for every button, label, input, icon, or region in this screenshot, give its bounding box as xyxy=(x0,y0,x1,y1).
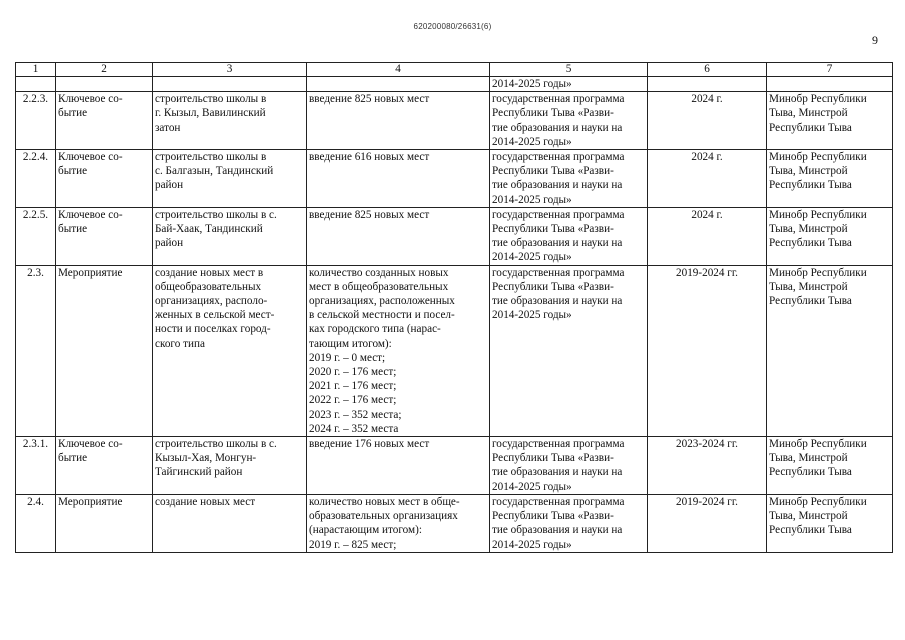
cell-program xyxy=(490,494,648,552)
cell-line: строительство школы в xyxy=(155,93,267,106)
cell-line: 2014-2025 годы» xyxy=(492,135,572,148)
table-body xyxy=(16,63,893,553)
cell-line: район xyxy=(155,237,184,250)
cell-line: ности и поселках город- xyxy=(155,323,271,336)
cell-line: Тыва, Минстрой xyxy=(769,223,848,236)
cell-line: Ключевое со- xyxy=(58,93,123,106)
cell-description xyxy=(153,494,307,552)
cell-line: в сельской местности и посел- xyxy=(309,309,455,322)
cell-line: строительство школы в с. xyxy=(155,208,277,221)
cell-line: Тайгинский район xyxy=(155,466,243,479)
cell-line: г. Кызыл, Вавилинский xyxy=(155,107,266,120)
cell-line: Республики Тыва xyxy=(769,524,852,537)
header-cell: 6 xyxy=(648,63,767,77)
cell-number xyxy=(16,77,56,92)
cell-line: 2014-2025 годы» xyxy=(492,78,572,90)
cell-line: тающим итогом): xyxy=(309,337,392,350)
cell-line: Минобр Республики xyxy=(769,93,867,106)
cell-line: создание новых мест в xyxy=(155,266,264,279)
cell-line: 2023 г. – 352 места; xyxy=(309,408,402,421)
cell-number: 2.3. xyxy=(16,265,56,436)
header-cell: 4 xyxy=(307,63,490,77)
cell-period: 2019-2024 гг. xyxy=(648,265,767,436)
cell-type xyxy=(56,494,153,552)
cell-line: количество созданных новых xyxy=(309,266,449,279)
cell-indicator xyxy=(307,92,490,150)
cell-program xyxy=(490,265,648,436)
cell-type xyxy=(56,77,153,92)
cell-type xyxy=(56,92,153,150)
cell-responsible xyxy=(767,77,893,92)
cell-description xyxy=(153,92,307,150)
header-cell: 1 xyxy=(16,63,56,77)
cell-line: 2014-2025 годы» xyxy=(492,538,572,551)
cell-indicator xyxy=(307,77,490,92)
cell-line: Тыва, Минстрой xyxy=(769,107,848,120)
cell-line: Республики Тыва «Разви- xyxy=(492,510,614,523)
cell-program xyxy=(490,437,648,495)
cell-description xyxy=(153,437,307,495)
cell-description xyxy=(153,207,307,265)
cell-line: 2014-2025 годы» xyxy=(492,309,572,322)
cell-period: 2024 г. xyxy=(648,207,767,265)
cell-responsible xyxy=(767,265,893,436)
cell-type xyxy=(56,150,153,208)
table-row xyxy=(16,494,893,552)
cell-indicator xyxy=(307,150,490,208)
cell-number: 2.2.5. xyxy=(16,207,56,265)
cell-line: создание новых мест xyxy=(155,495,256,508)
cell-line: 2019 г. – 825 мест; xyxy=(309,538,397,551)
cell-line: Тыва, Минстрой xyxy=(769,165,848,178)
cell-line: Тыва, Минстрой xyxy=(769,510,848,523)
cell-line: Минобр Республики xyxy=(769,266,867,279)
cell-line: введение 825 новых мест xyxy=(309,208,430,221)
cell-line: тие образования и науки на xyxy=(492,121,623,134)
cell-line: Республики Тыва «Разви- xyxy=(492,280,614,293)
cell-line: Тыва, Минстрой xyxy=(769,452,848,465)
header-cell: 3 xyxy=(153,63,307,77)
cell-line: 2022 г. – 176 мест; xyxy=(309,394,397,407)
cell-line: тие образования и науки на xyxy=(492,295,623,308)
cell-line: государственная программа xyxy=(492,266,625,279)
cell-period: 2023-2024 гг. xyxy=(648,437,767,495)
cell-description xyxy=(153,150,307,208)
cell-line: образовательных организациях xyxy=(309,510,458,523)
cell-line: Республики Тыва xyxy=(769,179,852,192)
header-row xyxy=(16,63,893,77)
cell-line: количество новых мест в обще- xyxy=(309,495,460,508)
cell-line: государственная программа xyxy=(492,151,625,164)
table-row xyxy=(16,150,893,208)
cell-line: 2014-2025 годы» xyxy=(492,480,572,493)
table-row xyxy=(16,207,893,265)
cell-responsible xyxy=(767,150,893,208)
cell-number: 2.2.3. xyxy=(16,92,56,150)
cell-description xyxy=(153,265,307,436)
cell-period: 2024 г. xyxy=(648,150,767,208)
cell-line: бытие xyxy=(58,165,88,178)
cell-line: ках городского типа (нарас- xyxy=(309,323,441,336)
cell-line: тие образования и науки на xyxy=(492,237,623,250)
cell-line: (нарастающим итогом): xyxy=(309,524,422,537)
cell-line: Республики Тыва xyxy=(769,295,852,308)
cell-type xyxy=(56,207,153,265)
cell-line: Кызыл-Хая, Монгун- xyxy=(155,452,257,465)
cell-responsible xyxy=(767,92,893,150)
cell-line: организациях, располо- xyxy=(155,295,268,308)
cell-indicator xyxy=(307,494,490,552)
cell-line: строительство школы в с. xyxy=(155,438,277,451)
cell-line: Республики Тыва «Разви- xyxy=(492,107,614,120)
cell-line: государственная программа xyxy=(492,438,625,451)
cell-line: тие образования и науки на xyxy=(492,179,623,192)
cell-line: организациях, расположенных xyxy=(309,295,455,308)
cell-line: Минобр Республики xyxy=(769,208,867,221)
cell-line: с. Балгазын, Тандинский xyxy=(155,165,274,178)
cell-program xyxy=(490,207,648,265)
cell-period: 2019-2024 гг. xyxy=(648,494,767,552)
cell-line: бытие xyxy=(58,107,88,120)
cell-line: Минобр Республики xyxy=(769,438,867,451)
cell-line: Минобр Республики xyxy=(769,495,867,508)
header-cell: 5 xyxy=(490,63,648,77)
cell-period: 2024 г. xyxy=(648,92,767,150)
cell-program xyxy=(490,150,648,208)
cell-line: 2024 г. – 352 места xyxy=(309,422,399,435)
cell-line: бытие xyxy=(58,223,88,236)
table-row xyxy=(16,92,893,150)
cell-line: Минобр Республики xyxy=(769,151,867,164)
cell-line: 2014-2025 годы» xyxy=(492,193,572,206)
cell-line: ского типа xyxy=(155,337,205,350)
cell-line: Бай-Хаак, Тандинский xyxy=(155,223,263,236)
cell-line: государственная программа xyxy=(492,93,625,106)
cell-line: государственная программа xyxy=(492,495,625,508)
cell-line: Республики Тыва xyxy=(769,237,852,250)
cell-line: затон xyxy=(155,121,181,134)
cell-line: Республики Тыва «Разви- xyxy=(492,165,614,178)
cell-type xyxy=(56,437,153,495)
cell-line: бытие xyxy=(58,452,88,465)
cell-period xyxy=(648,77,767,92)
cell-program xyxy=(490,77,648,92)
cell-line: район xyxy=(155,179,184,192)
cell-indicator xyxy=(307,207,490,265)
cell-line: строительство школы в xyxy=(155,151,267,164)
cell-line: введение 176 новых мест xyxy=(309,438,430,451)
cell-line: 2020 г. – 176 мест; xyxy=(309,366,397,379)
cell-line: женных в сельской мест- xyxy=(155,309,275,322)
cell-line: Республики Тыва «Разви- xyxy=(492,223,614,236)
header-cell: 2 xyxy=(56,63,153,77)
cell-line: Ключевое со- xyxy=(58,151,123,164)
cell-line: Мероприятие xyxy=(58,495,123,508)
table-row xyxy=(16,265,893,436)
cell-line: Республики Тыва «Разви- xyxy=(492,452,614,465)
cell-line: Тыва, Минстрой xyxy=(769,280,848,293)
cell-number: 2.3.1. xyxy=(16,437,56,495)
document-id: 620200080/26631(6) xyxy=(413,22,492,31)
cell-responsible xyxy=(767,494,893,552)
cell-line: общеобразовательных xyxy=(155,280,262,293)
cell-line: 2021 г. – 176 мест; xyxy=(309,380,397,393)
cell-number: 2.2.4. xyxy=(16,150,56,208)
cell-line: Ключевое со- xyxy=(58,438,123,451)
cell-line: Республики Тыва xyxy=(769,466,852,479)
cell-indicator xyxy=(307,265,490,436)
cell-line: тие образования и науки на xyxy=(492,466,623,479)
cell-line: введение 825 новых мест xyxy=(309,93,430,106)
cell-line: 2019 г. – 0 мест; xyxy=(309,351,386,364)
cell-description xyxy=(153,77,307,92)
cell-responsible xyxy=(767,437,893,495)
page-number: 9 xyxy=(872,33,878,47)
table-row xyxy=(16,77,893,92)
cell-line: Республики Тыва xyxy=(769,121,852,134)
cell-type xyxy=(56,265,153,436)
table-row xyxy=(16,437,893,495)
plan-table xyxy=(15,62,893,553)
cell-line: государственная программа xyxy=(492,208,625,221)
cell-line: Ключевое со- xyxy=(58,208,123,221)
cell-responsible xyxy=(767,207,893,265)
cell-number: 2.4. xyxy=(16,494,56,552)
cell-line: введение 616 новых мест xyxy=(309,151,430,164)
cell-line: мест в общеобразовательных xyxy=(309,280,449,293)
cell-line: 2014-2025 годы» xyxy=(492,251,572,264)
cell-program xyxy=(490,92,648,150)
header-cell: 7 xyxy=(767,63,893,77)
cell-indicator xyxy=(307,437,490,495)
cell-line: Мероприятие xyxy=(58,266,123,279)
cell-line: тие образования и науки на xyxy=(492,524,623,537)
